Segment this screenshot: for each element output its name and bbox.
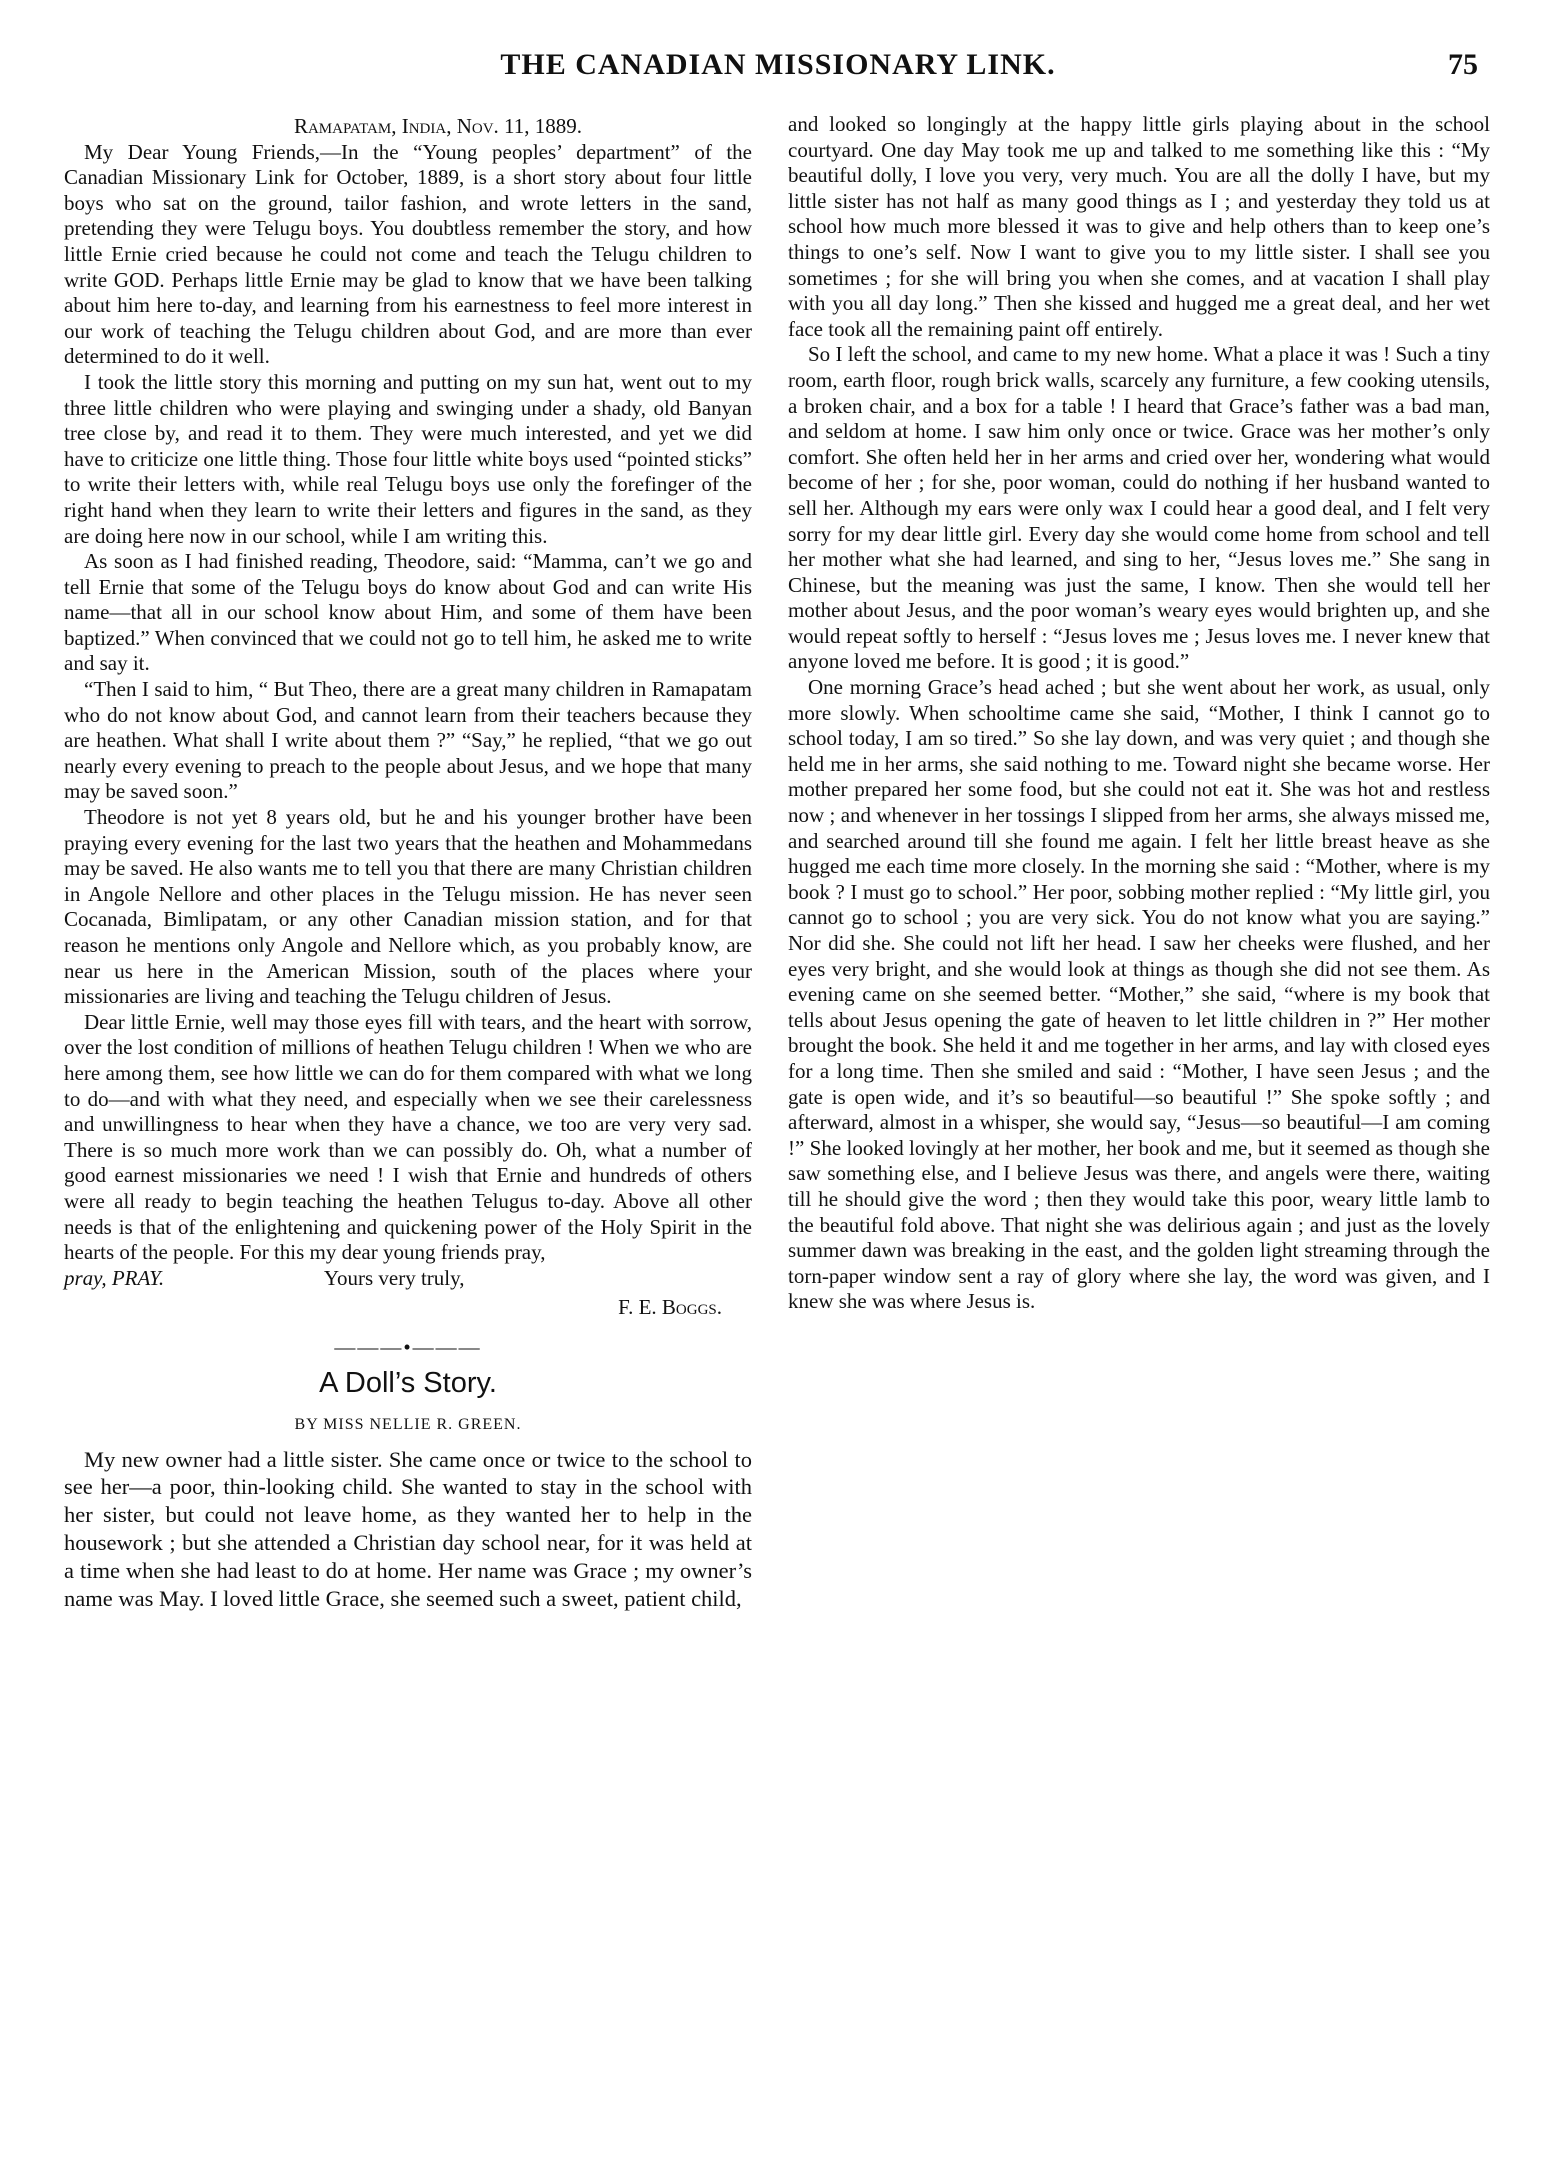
letter-signature: F. E. Boggs. [618, 1295, 722, 1320]
article-byline: BY MISS NELLIE R. GREEN. [294, 1416, 522, 1434]
page-number: 75 [1448, 48, 1478, 81]
letter-dateline: Ramapatam, India, Nov. 11, 1889. [293, 114, 583, 138]
story-paragraph: My new owner had a little sister. She came once or twice to the school to see her—a poor, thin-looking child. She wanted to stay in the school with her sister, but could not leave home, as they wanted her to help in the housework ; but she attended a Christian day school near, for it was held at a time when she had least to do at home. Her name was Grace ; my owner’s name was May. I loved little Grace, she seemed such a sweet, patient child, [64, 1446, 752, 1611]
letter-paragraph: Theodore is not yet 8 years old, but he and his younger brother have been praying every evening for the last two years that the heathen and Mohammedans may be saved. He also wants me to tell you that there are many Christian children in Angole Nellore and other places in the Telugu mission. He has never seen Cocanada, Bimlipatam, or any other Canadian mission station, and for that reason he mentions only Angole and Nellore which, as you probably know, are near us here in the American Mission, south of the places where your missionaries are living and teaching the Telugu children of Jesus. [64, 805, 752, 1009]
story-paragraph: So I left the school, and came to my new home. What a place it was ! Such a tiny room, earth floor, rough brick walls, scarcely any furniture, a few cooking utensils, a broken chair, and a box for a table ! I heard that Grace’s father was a bad man, and seldom at home. I saw him only once or twice. Grace was her mother’s only comfort. She often held her in her arms and cried over her, wondering what would become of her ; for she, poor woman, could do nothing if her husband wanted to sell her. Although my ears were only wax I could hear a good deal, and I felt very sorry for my dear little girl. Every day she would come home from school and tell her mother what she had learned, and sing to her, “Jesus loves me.” She sang in Chinese, but the meaning was just the same, I know. Then she would tell her mother about Jesus, and the poor woman’s weary eyes would brighten up, and she would repeat softly to herself : “Jesus loves me ; Jesus loves me. I never knew that anyone loved me before. It is good ; it is good.” [788, 342, 1490, 674]
right-column [788, 112, 1490, 1315]
letter-closing-line [64, 1266, 752, 1292]
section-separator: ———•——— [334, 1334, 482, 1359]
story-paragraph: One morning Grace’s head ached ; but she went about her work, as usual, only more slowly. When schooltime came she said, “Mother, I think I cannot go to school today, I am so tired.” So she lay down, and was very quiet ; and though she held me in her arms, she said nothing to me. Toward night she became worse. Her mother prepared her some food, but she could not eat it. She was hot and restless now ; and whenever in her tossings I slipped from her arms, she always missed me, and searched around till she found me again. I felt her little breast heave as she hugged me each time more closely. In the morning she said : “Mother, where is my book ? I must go to school.” Her poor, sobbing mother replied : “My little girl, you cannot go to school ; you are very sick. You do not know what you are saying.” Nor did she. She could not lift her head. I saw her cheeks were flushed, and her eyes very bright, and she would look at things as though she did not see them. As evening came on she seemed better. “Mother,” she said, “where is my book that tells about Jesus opening the gate of heaven to let little children in ?” Her mother brought the book. She held it and me together in her arms, and lay with closed eyes for a long time. Then she smiled and said : “Mother, I have seen Jesus ; and the gate is open wide, and it’s so beautiful—so beautiful !” She spoke softly ; and afterward, almost in a whisper, she would say, “Jesus—so beautiful—I am coming !” She looked lovingly at her mother, her book and me, but it seemed as though she saw something else, and I believe Jesus was there, and angels were there, waiting till he should give the word ; then they would take this poor, weary little lamb to the beautiful fold above. That night she was delirious again ; and just as the lovely summer dawn was breaking in the east, and the golden light streaming through the torn-paper window sent a ray of glory where she lay, the word was given, and I knew she was where Jesus is. [788, 675, 1490, 1314]
closing-words: pray, PRAY. [64, 1265, 165, 1290]
letter-paragraph: As soon as I had finished reading, Theodore, said: “Mamma, can’t we go and tell Ernie that some of the Telugu boys do know about God and can write His name—that all in our school know about Him, and some of them have been baptized.” When convinced that we could not go to tell him, he asked me to write and say it. [64, 549, 752, 676]
letter-paragraph: My Dear Young Friends,—In the “Young peoples’ department” of the Canadian Missionary Link for October, 1889, is a short story about four little boys who sat on the ground, tailor fashion, and wrote letters in the sand, pretending they were Telugu boys. You doubtless remember the story, and how little Ernie cried because he could not come and teach the Telugu children to write GOD. Perhaps little Ernie may be glad to know that we have been talking about him here to-day, and learning from his earnestness to feel more interest in our work of teaching the Telugu children about God, and are more than ever determined to do it well. [64, 139, 752, 369]
letter-closing: Yours very truly, [323, 1265, 465, 1290]
left-column [64, 112, 752, 1612]
story-paragraph: and looked so longingly at the happy little girls playing about in the school courtyard. One day May took me up and talked to me something like this : “My beautiful dolly, I love you very, very much. You are all the dolly I have, but my little sister has not half as many good things as I ; and yesterday they told us at school how much more blessed it was to give and help others than to keep one’s things to one’s self. Now I want to give you to my little sister. I shall see you sometimes ; for she will bring you when she comes, and at vacation I shall play with you all day long.” Then she kissed and hugged me a great deal, and her wet face took all the remaining paint off entirely. [788, 112, 1490, 341]
letter-paragraph: I took the little story this morning and putting on my sun hat, went out to my three little children who were playing and swinging under a shady, old Banyan tree close by, and read it to them. They were much interested, and yet we did have to criticize one little thing. Those four little white boys used “pointed sticks” to write their letters with, while real Telugu boys use only the forefinger of the right hand when they learn to write their letters and figures in the sand, as they are doing here now in our school, while I am writing this. [64, 369, 752, 548]
letter-paragraph: “Then I said to him, “ But Theo, there are a great many children in Ramapatam who do not know about God, and cannot learn from their teachers because they are heathen. What shall I write about them ?” “Say,” he replied, “that we go out nearly every evening to preach to the people about Jesus, and we hope that many may be saved soon.” [64, 677, 752, 804]
article-title: A Doll’s Story. [319, 1366, 497, 1399]
running-head [0, 48, 1556, 108]
publication-title: THE CANADIAN MISSIONARY LINK. [500, 48, 1056, 81]
letter-paragraph: Dear little Ernie, well may those eyes fill with tears, and the heart with sorrow, over the lost condition of millions of heathen Telugu children ! When we who are here among them, see how little we can do for them compared with what we long to do—and with what they need, and especially when we see their carelessness and unwillingness to hear when they have a chance, we too are very very sad. There is so much more work than we can possibly do. Oh, what a number of good earnest missionaries we need ! I wish that Ernie and hundreds of others were all ready to begin teaching the heathen Telugus to-day. Above all other needs is that of the enlightening and quickening power of the Holy Spirit in the hearts of the people. For this my dear young friends pray, [64, 1009, 752, 1265]
